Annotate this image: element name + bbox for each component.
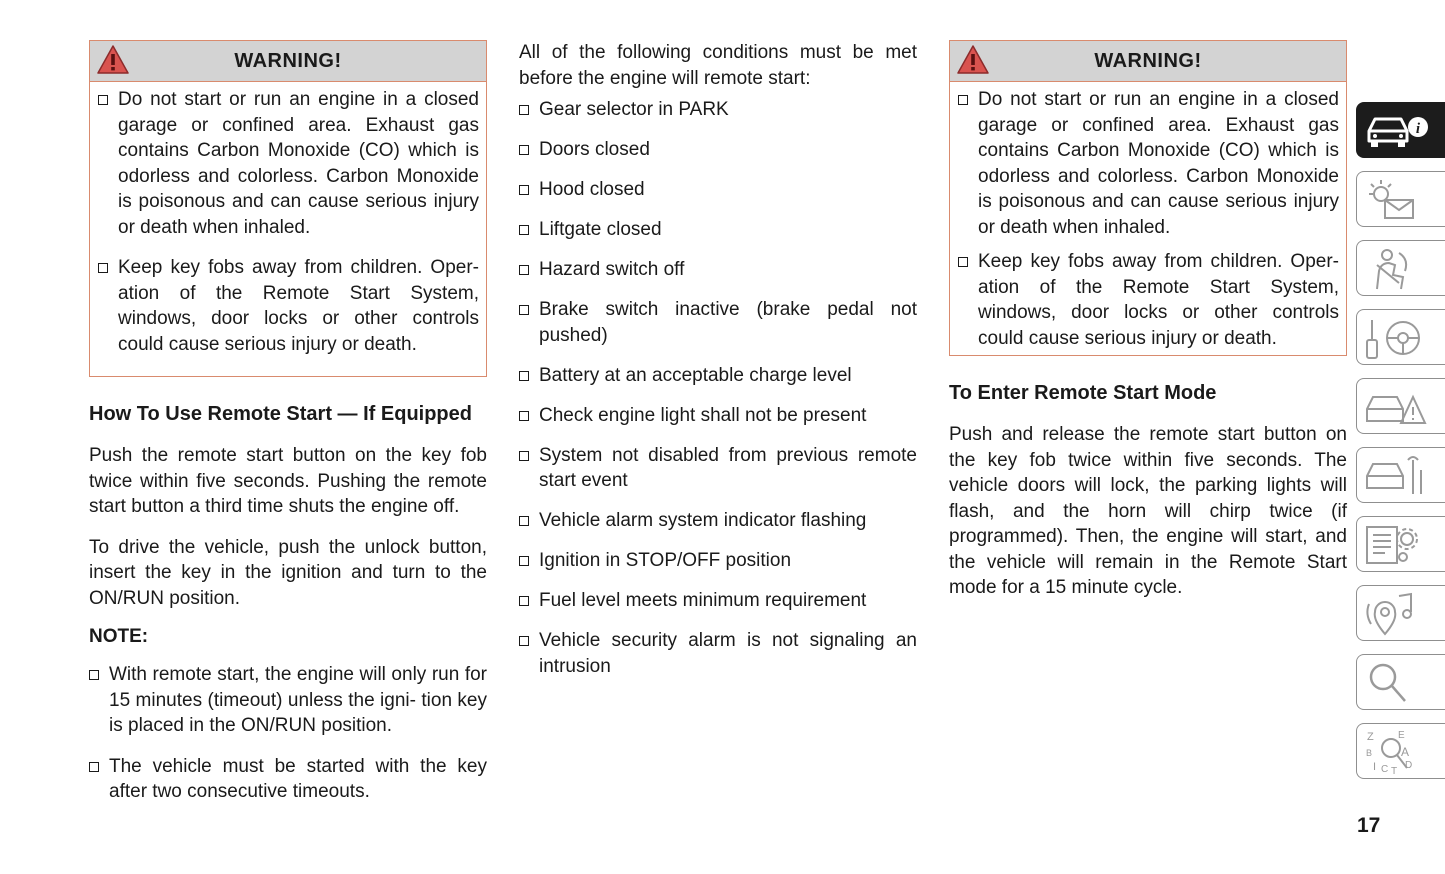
warning-box xyxy=(949,40,1347,356)
tab-index[interactable] xyxy=(1356,723,1445,779)
condition-item: Vehicle alarm system indicator flashing xyxy=(519,508,917,534)
tab-emergency[interactable] xyxy=(1356,378,1445,434)
tab-car-info[interactable] xyxy=(1356,102,1445,158)
condition-item: Doors closed xyxy=(519,137,917,163)
conditions-intro: All of the following conditions must be met before the engine will remote start: xyxy=(519,42,917,89)
note-item: With remote start, the engine will only run for 15 minutes (timeout) unless the igni- tion key is placed in the ON/RUN position. xyxy=(89,662,487,739)
condition-item: Vehicle security alarm is not signaling an intrusion xyxy=(519,628,917,679)
svg-text:C: C xyxy=(1381,764,1389,775)
bullet-square-icon xyxy=(89,762,99,772)
bullet-square-icon xyxy=(519,516,529,526)
condition-item: Gear selector in PARK xyxy=(519,97,917,123)
warning-title: WARNING! xyxy=(234,49,342,72)
page-number: 17 xyxy=(1357,814,1381,837)
note-item: The vehicle must be started with the key after two consecutive timeouts. xyxy=(89,754,487,805)
bullet-square-icon xyxy=(958,257,968,267)
warning-body xyxy=(90,82,486,376)
tab-multimedia[interactable] xyxy=(1356,585,1445,641)
left-column xyxy=(89,40,487,820)
section-heading-how-to-use: How To Use Remote Start — If Equipped xyxy=(89,403,472,425)
warning-box xyxy=(89,40,487,377)
tab-technical[interactable] xyxy=(1356,516,1445,572)
svg-text:E: E xyxy=(1398,730,1405,741)
condition-item: Brake switch inactive (brake pedal not pushed) xyxy=(519,297,917,348)
bullet-square-icon xyxy=(519,305,529,315)
bullet-square-icon xyxy=(519,371,529,381)
paragraph: Push and release the remote start button on the key fob twice within five seconds. The vehicle doors will lock, the parking lights will flash, and the horn will chirp twice (if programmed). Then, the engine will start, and the vehicle will remain in the Remote Start mode for a 15 minute cycle. xyxy=(949,424,1347,598)
section-heading-enter-mode: To Enter Remote Start Mode xyxy=(949,382,1217,404)
bullet-square-icon xyxy=(89,670,99,680)
bullet-square-icon xyxy=(519,105,529,115)
tab-servicing[interactable] xyxy=(1356,447,1445,503)
svg-text:i: i xyxy=(1415,121,1421,137)
bullet-square-icon xyxy=(519,636,529,646)
warning-item: Do not start or run an engine in a closed garage or confined area. Exhaust gas contains Carbon Monoxide (CO) which is odorless and colorless. Carbon Monoxide is poisonous and can cause serious injury or death when inhaled. xyxy=(958,87,1339,240)
multimedia-icon xyxy=(1363,590,1443,638)
condition-item: Liftgate closed xyxy=(519,217,917,243)
search-icon xyxy=(1363,659,1443,707)
servicing-maintenance-icon xyxy=(1363,452,1443,500)
svg-text:B: B xyxy=(1366,748,1373,758)
dashboard-warning-lights-icon xyxy=(1363,176,1443,224)
middle-column xyxy=(519,40,917,694)
note-label: NOTE: xyxy=(89,626,149,647)
bullet-square-icon xyxy=(519,596,529,606)
warning-header xyxy=(950,41,1346,82)
tab-safety[interactable] xyxy=(1356,240,1445,296)
svg-text:Z: Z xyxy=(1367,731,1374,743)
bullet-square-icon xyxy=(519,185,529,195)
starting-driving-icon xyxy=(1363,314,1443,362)
condition-item: Hazard switch off xyxy=(519,257,917,283)
emergency-icon xyxy=(1363,383,1443,431)
bullet-square-icon xyxy=(98,263,108,273)
paragraph: To drive the vehicle, push the unlock button, insert the key in the ignition and turn to the ON/RUN position. xyxy=(89,536,487,609)
svg-text:I: I xyxy=(1373,761,1377,773)
index-icon xyxy=(1363,728,1443,776)
bullet-square-icon xyxy=(519,411,529,421)
tab-dashboard[interactable] xyxy=(1356,171,1445,227)
warning-header xyxy=(90,41,486,82)
tab-starting[interactable] xyxy=(1356,309,1445,365)
warning-item: Do not start or run an engine in a closed garage or confined area. Exhaust gas contains Carbon Monoxide (CO) which is odorless and colorless. Carbon Monoxide is poisonous and can cause serious injury or death when inhaled. xyxy=(98,87,479,240)
right-column xyxy=(949,40,1347,616)
bullet-square-icon xyxy=(98,95,108,105)
bullet-square-icon xyxy=(519,225,529,235)
technical-specifications-icon xyxy=(1363,521,1443,569)
svg-text:D: D xyxy=(1405,760,1413,771)
paragraph: Push the remote start button on the key fob twice within five seconds. Pushing the remote start button a third time shuts the engine off. xyxy=(89,445,487,517)
warning-item: Keep key fobs away from children. Oper- ation of the Remote Start System, windows, door locks or other controls could cause serious injury or death. xyxy=(98,255,479,357)
condition-item: Check engine light shall not be present xyxy=(519,403,917,429)
condition-item: Hood closed xyxy=(519,177,917,203)
safety-airbag-icon xyxy=(1363,245,1443,293)
warning-triangle-icon xyxy=(956,44,990,76)
svg-text:T: T xyxy=(1391,766,1398,776)
bullet-square-icon xyxy=(519,145,529,155)
warning-item: Keep key fobs away from children. Oper- ation of the Remote Start System, windows, door locks or other controls could cause serious injury or death. xyxy=(958,249,1339,351)
warning-body xyxy=(950,82,1346,355)
bullet-square-icon xyxy=(519,556,529,566)
svg-text:A: A xyxy=(1401,745,1410,759)
car-info-icon xyxy=(1363,107,1443,155)
bullet-square-icon xyxy=(519,451,529,461)
condition-item: Fuel level meets minimum requirement xyxy=(519,588,917,614)
warning-triangle-icon xyxy=(96,44,130,76)
condition-item: Ignition in STOP/OFF position xyxy=(519,548,917,574)
warning-title: WARNING! xyxy=(1094,49,1202,72)
condition-item: Battery at an acceptable charge level xyxy=(519,363,917,389)
tab-search[interactable] xyxy=(1356,654,1445,710)
bullet-square-icon xyxy=(958,95,968,105)
bullet-square-icon xyxy=(519,265,529,275)
condition-item: System not disabled from previous remote start event xyxy=(519,443,917,494)
